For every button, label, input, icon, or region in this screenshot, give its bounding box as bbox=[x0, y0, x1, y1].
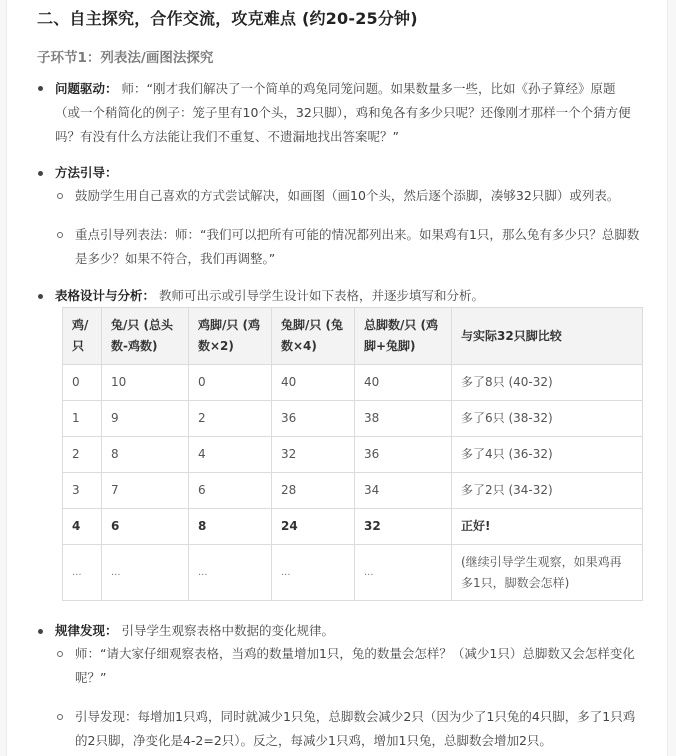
item-label: 规律发现： bbox=[55, 623, 118, 638]
cell: 6 bbox=[189, 473, 272, 509]
list-item-pattern-discovery bbox=[55, 619, 640, 643]
list-item-method-guidance bbox=[55, 161, 640, 185]
list-item-table-design bbox=[55, 284, 640, 308]
sub-item: 师：“请大家仔细观察表格，当鸡的数量增加1只，兔的数量会怎样？（减少1只）总脚数又会怎样变化呢？” bbox=[75, 646, 635, 685]
cell: 0 bbox=[63, 365, 102, 401]
header-rabbit-feet: 兔脚/只 (兔数×4) bbox=[272, 308, 355, 365]
chicken-rabbit-table bbox=[62, 307, 643, 601]
list-item-problem-driven bbox=[55, 77, 640, 149]
cell: 多了6只 (38-32) bbox=[452, 401, 643, 437]
cell: 2 bbox=[189, 401, 272, 437]
cell: 多了2只 (34-32) bbox=[452, 473, 643, 509]
cell: 7 bbox=[102, 473, 189, 509]
cell: ... bbox=[355, 545, 452, 601]
cell: 0 bbox=[189, 365, 272, 401]
header-chickens: 鸡/只 bbox=[63, 308, 102, 365]
cell: (继续引导学生观察，如果鸡再多1只，脚数会怎样) bbox=[452, 545, 643, 601]
cell: 34 bbox=[355, 473, 452, 509]
table-row bbox=[63, 401, 643, 437]
item-label: 方法引导： bbox=[55, 165, 118, 180]
subsection-title: 子环节1：列表法/画图法探究 bbox=[37, 50, 214, 66]
cell: 4 bbox=[63, 509, 102, 545]
cell: 40 bbox=[355, 365, 452, 401]
header-chicken-feet: 鸡脚/只 (鸡数×2) bbox=[189, 308, 272, 365]
item-text: 教师可出示或引导学生设计如下表格，并逐步填写和分析。 bbox=[159, 288, 485, 303]
bullet-icon bbox=[38, 629, 43, 634]
cell: 3 bbox=[63, 473, 102, 509]
bullet-icon bbox=[38, 171, 43, 176]
table-row bbox=[63, 473, 643, 509]
cell: 32 bbox=[272, 437, 355, 473]
sub-item: 鼓励学生用自己喜欢的方式尝试解决，如画图（画10个头，然后逐个添脚，凑够32只脚）或列表。 bbox=[75, 188, 620, 203]
cell: 4 bbox=[189, 437, 272, 473]
circle-bullet-icon bbox=[57, 651, 63, 657]
document-card bbox=[6, 0, 668, 756]
cell: 24 bbox=[272, 509, 355, 545]
table-row-ellipsis bbox=[63, 545, 643, 601]
cell: ... bbox=[272, 545, 355, 601]
table-header-row bbox=[63, 308, 643, 365]
item-label: 表格设计与分析： bbox=[55, 288, 156, 303]
item-label: 问题驱动： bbox=[55, 81, 118, 96]
cell: 2 bbox=[63, 437, 102, 473]
circle-bullet-icon bbox=[57, 193, 63, 199]
cell: 多了8只 (40-32) bbox=[452, 365, 643, 401]
cell: 32 bbox=[355, 509, 452, 545]
sub-item: 重点引导列表法：师：“我们可以把所有可能的情况都列出来。如果鸡有1只，那么兔有多少只？总脚数是多少？如果不符合，我们再调整。” bbox=[75, 227, 640, 266]
cell: 6 bbox=[102, 509, 189, 545]
cell: 40 bbox=[272, 365, 355, 401]
table-row-answer bbox=[63, 509, 643, 545]
circle-bullet-icon bbox=[57, 232, 63, 238]
cell: 38 bbox=[355, 401, 452, 437]
cell: 9 bbox=[102, 401, 189, 437]
item-text: 师：“刚才我们解决了一个简单的鸡兔同笼问题。如果数量多一些，比如《孙子算经》原题（或一个稍简化的例子：笼子里有10个头，32只脚），鸡和兔各有多少只呢？还像刚才那样一个个猜方便吗？有没有什么方法能让我们不重复、不遗漏地找出答案呢？” bbox=[55, 81, 631, 144]
cell: 8 bbox=[189, 509, 272, 545]
cell: ... bbox=[189, 545, 272, 601]
cell: 36 bbox=[355, 437, 452, 473]
item-text: 引导学生观察表格中数据的变化规律。 bbox=[121, 623, 335, 638]
cell: 1 bbox=[63, 401, 102, 437]
cell: ... bbox=[102, 545, 189, 601]
sub-item: 引导发现：每增加1只鸡，同时就减少1只兔，总脚数会减少2只（因为少了1只兔的4只脚，多了1只鸡的2只脚，净变化是4-2=2只）。反之，每减少1只鸡，增加1只兔，总脚数会增加2只。 bbox=[75, 709, 636, 748]
section-title: 二、自主探究，合作交流，攻克难点 (约20-25分钟) bbox=[37, 9, 418, 28]
cell: ... bbox=[63, 545, 102, 601]
cell: 8 bbox=[102, 437, 189, 473]
cell: 多了4只 (36-32) bbox=[452, 437, 643, 473]
table-row bbox=[63, 365, 643, 401]
header-rabbits: 兔/只 (总头数-鸡数) bbox=[102, 308, 189, 365]
cell: 28 bbox=[272, 473, 355, 509]
cell: 36 bbox=[272, 401, 355, 437]
header-total-feet: 总脚数/只 (鸡脚+兔脚) bbox=[355, 308, 452, 365]
cell: 10 bbox=[102, 365, 189, 401]
bullet-icon bbox=[38, 294, 43, 299]
circle-bullet-icon bbox=[57, 714, 63, 720]
cell: 正好! bbox=[452, 509, 643, 545]
header-comparison: 与实际32只脚比较 bbox=[452, 308, 643, 365]
bullet-icon bbox=[38, 86, 43, 91]
table-row bbox=[63, 437, 643, 473]
